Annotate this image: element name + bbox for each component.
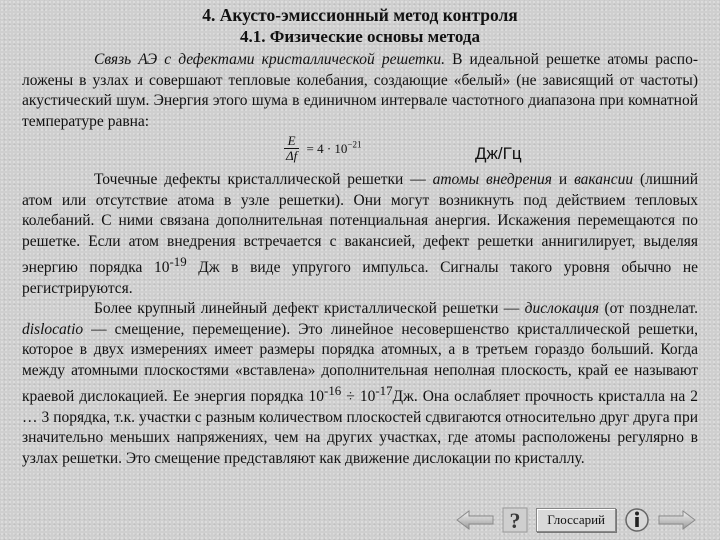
paragraph-1-heading: Связь АЭ с дефектами кристаллической решетки.: [94, 51, 445, 68]
page-title: 4. Акусто-эмиссионный метод контроля: [202, 5, 518, 25]
paragraph-2-text-b: и: [552, 171, 575, 188]
formula-rhs: = 4 · 10: [306, 141, 348, 157]
paragraph-2: [22, 170, 698, 299]
paragraph-3-text-a: Более крупный линейный дефект кристаллической решетки —: [94, 300, 525, 318]
term-vacancy: вакансии: [574, 171, 634, 188]
formula-unit: Дж/Гц: [475, 144, 522, 163]
term-interstitial: атомы внедрения: [432, 171, 552, 188]
term-dislocatio: dislocatio: [22, 320, 84, 338]
formula-exponent: −21: [347, 139, 362, 150]
paragraph-2-text-c: (лишний атом или отсутствие атома в узле решетки). Они могут возникнуть под действием тепловых колебаний. С ними связана дополнительная потенциальная анергия. Искажения перемещаются по решетке. Если атом внедрения встречается с вакансией, дефект решетки аннигилирует, выделяя энергию порядка 10: [22, 171, 699, 277]
paragraph-3-text-c: — смещение, перемещение). Это линейное несовершенство кристаллической решетки, которое в двух измерениях имеет размеры порядка атомных, а в третьем гораздо больший. Когда между атомными плоскостями «вставлена» дополнительная неполная плоскость, край ее называют краевой дислокацией. Ее энергия порядка 10: [22, 320, 698, 406]
formula-row: [22, 132, 698, 170]
info-icon[interactable]: [624, 508, 650, 532]
paragraph-3-exponent-2: -17: [375, 383, 393, 399]
paragraph-2-text-a: Точечные дефекты кристаллической решетки —: [94, 171, 433, 188]
arrow-left-icon[interactable]: [456, 510, 494, 530]
question-mark-icon[interactable]: [502, 508, 528, 532]
paragraph-3-text-b: (от позднелат.: [599, 300, 698, 318]
paragraph-1-text: В идеальной решетке атомы распо-ложены в узлах и совершают тепловые колебания, создающие «белый» (не зависящий от частоты) акустический шум. Энергия этого шума в единичном интервале частотного диапазона при комнатной температуре равна:: [22, 51, 698, 130]
paragraph-2-exponent: -19: [169, 254, 187, 269]
paragraph-3-exponent-1: -16: [324, 383, 342, 399]
arrow-right-icon[interactable]: [658, 510, 696, 530]
formula-denominator: Δf: [286, 148, 298, 163]
slide-content: [22, 4, 698, 469]
paragraph-3-text-e: Дж. Она ослабляет прочность кристалла на 2 … 3 порядка, т.к. участки с разным количеством плоскостей сдвигаются относительно друг друга при значительно меньших напряжениях, чем на других участках, где атомы расположены регулярно в узлах решетки. Это смещение представляют как движение дислокации по кристаллу.: [22, 388, 698, 467]
navigation-bar: [456, 506, 696, 534]
glossary-button[interactable]: Глоссарий: [536, 508, 616, 532]
term-dislocation: дислокация: [524, 300, 600, 318]
page-subtitle: 4.1. Физические основы метода: [239, 27, 481, 46]
paragraph-3: [22, 299, 698, 469]
paragraph-1: [22, 50, 698, 132]
paragraph-3-text-d: ÷ 10: [341, 388, 376, 406]
formula-numerator: E: [287, 133, 296, 148]
svg-text:?: ?: [509, 508, 521, 533]
energy-formula: [284, 134, 362, 163]
paragraph-2-text-d: Дж в виде упругого импульса. Сигналы такого уровня обычно не регистрируются.: [22, 259, 698, 297]
